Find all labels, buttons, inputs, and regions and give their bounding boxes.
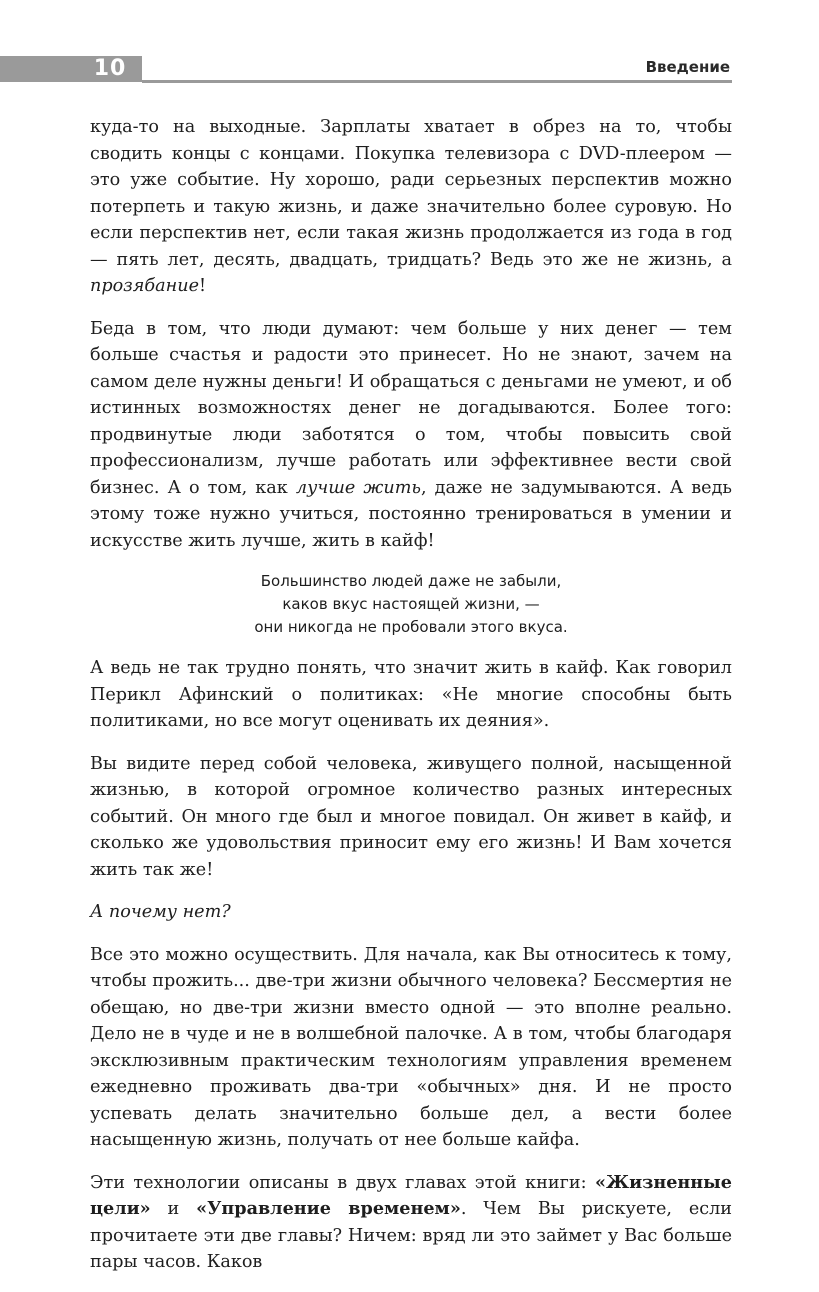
quote-line: Большинство людей даже не забыли, xyxy=(260,572,562,590)
quote-line: они никогда не пробовали этого вкуса. xyxy=(254,618,568,636)
paragraph-6: Все это можно осуществить. Для начала, как Вы относитесь к тому, чтобы прожить... две-три жизни обычного человека? Бессмертия не обещаю, но две-три жизни вместо одной — это вполне реально. Дело не в чуде и не в волшебной палочке. А в том, чтобы благодаря эксклюзивным практическим технологиям управления временем ежедневно проживать два-три «обычных» дня. И не просто успевать делать значительно больше дел, а вести более насыщенную жизнь, получать от нее больше кайфа. xyxy=(90,944,732,1150)
paragraph-3: А ведь не так трудно понять, что значит жить в кайф. Как говорил Перикл Афинский о политиках: «Не многие способны быть политиками, но все могут оценивать их деяния». xyxy=(90,658,732,731)
paragraph-2: Беда в том, что люди думают: чем больше у них денег — тем больше счастья и радости это принесет. Но не знают, зачем на самом деле нужны деньги! И обращаться с деньгами не умеют, и об истинных возможностях денег не догадываются. Более того: продвинутые люди заботятся о том, чтобы повысить свой профессионализм, лучше работать или эффективнее вести свой бизнес. А о том, как лучше жить, даже не задумываются. А ведь этому тоже нужно учиться, постоянно тренироваться в умении и искусстве жить лучше, жить в кайф! xyxy=(90,318,732,551)
paragraph-1: куда-то на выходные. Зарплаты хватает в обрез на то, чтобы сводить концы с концами. Покупка телевизора с DVD-плеером — это уже событие. Ну хорошо, ради серьезных перспектив можно потерпеть и такую жизнь, и даже значительно более суровую. Но если перспектив нет, если такая жизнь продолжается из года в год — пять лет, десять, двадцать, тридцать? Ведь это же не жизнь, а прозябание! xyxy=(90,117,732,296)
chapter-title: Введение xyxy=(645,58,730,76)
paragraph-4: Вы видите перед собой человека, живущего полной, насыщенной жизнью, в которой огромное количество разных интересных событий. Он много где был и многое повидал. Он живет в кайф, и сколько же удовольствия приносит ему его жизнь! И Вам хочется жить так же! xyxy=(90,753,732,880)
header-rule xyxy=(142,80,732,83)
pull-quote xyxy=(90,570,732,639)
running-header xyxy=(0,56,732,86)
italic-question: А почему нет? xyxy=(90,902,231,922)
paragraph-7: Эти технологии описаны в двух главах этой книги: «Жизненные цели» и «Управление временем». Чем Вы рискуете, если прочитаете эти две главы? Ничем: вряд ли это займет у Вас больше пары часов. Каков xyxy=(90,1171,732,1272)
emphasis-prozyabanie: прозябание xyxy=(90,276,199,296)
page-number: 10 xyxy=(93,56,127,81)
body-text xyxy=(90,114,732,1292)
bold-zhiznennye-tseli: «Жизненные цели» xyxy=(90,1171,732,1219)
bold-upravlenie-vremenem: «Управление временем» xyxy=(196,1198,461,1219)
paragraph-5 xyxy=(90,899,732,926)
quote-line: каков вкус настоящей жизни, — xyxy=(282,595,540,613)
emphasis-luchshe-zhit: лучше жить xyxy=(295,477,421,498)
